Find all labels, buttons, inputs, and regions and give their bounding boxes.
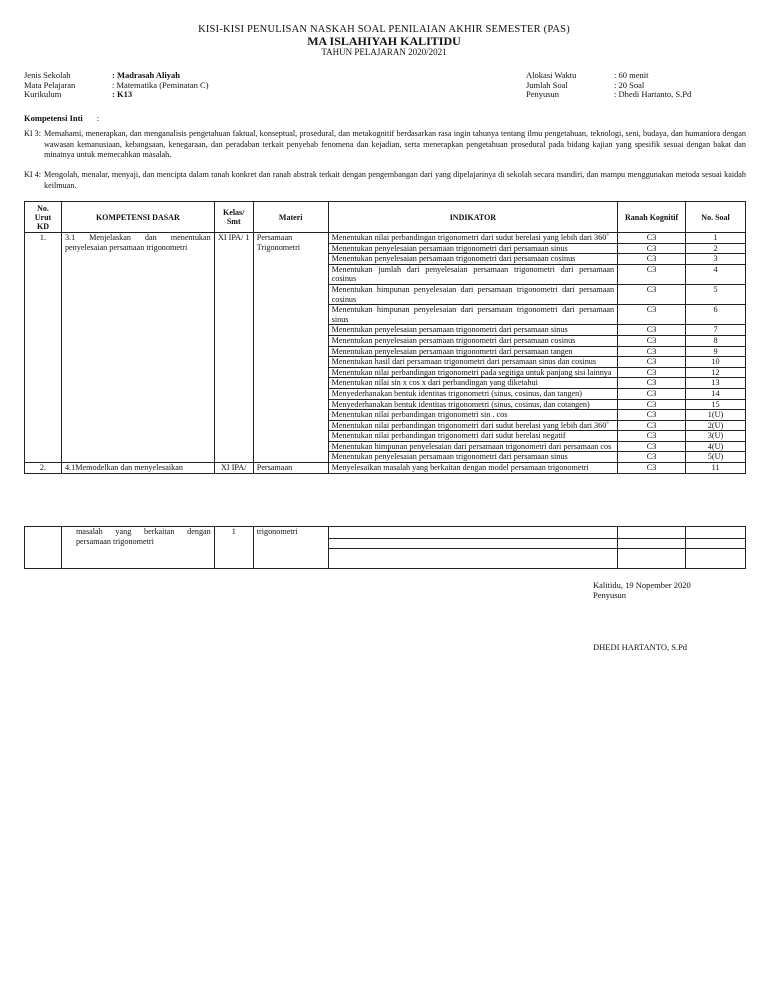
indikator-cell: Menentukan himpunan penyelesaian dari persamaan trigonometri dari persamaan cosinus [328,284,617,304]
signature-role: Penyusun [593,590,627,600]
meta-label: Alokasi Waktu [526,70,577,80]
cont-kd-cell: masalah yang berkaitan dengan persamaan trigonometri [61,527,214,569]
indikator-cell: Menentukan nilai perbandingan trigonometri dari sudut berelasi negatif [328,431,617,442]
soal-cell: 7 [686,325,746,336]
indikator-cell: Menentukan hasil dari persamaan trigonometri dari persamaan sinus dan cosinus [328,357,617,368]
indikator-cell: Menentukan himpunan penyelesaian dari persamaan trigonometri dari persamaan sinus [328,305,617,325]
indikator-cell: Menentukan penyelesaian persamaan trigonometri dari persamaan sinus [328,243,617,254]
meta-value: : 60 menit [614,70,649,80]
cont-indikator-cell [328,527,618,539]
soal-cell: 1(U) [686,410,746,421]
ranah-cell: C3 [618,431,686,442]
meta-label: Jenis Sekolah [24,70,71,80]
meta-value: : Matematika (Peminatan C) [112,79,209,90]
school-name: MA ISLAHIYAH KALITIDU [307,34,461,48]
soal-cell: 13 [686,378,746,389]
ranah-cell: C3 [618,284,686,304]
indikator-cell: Menentukan jumlah dari penyelesaian persamaan trigonometri dari persamaan cosinus [328,264,617,284]
indikator-cell: Menentukan nilai perbandingan trigonometri dari sudut berelasi yang lebih dari 360˚ [328,420,617,431]
ranah-cell: C3 [618,264,686,284]
header-indikator: INDIKATOR [328,202,617,233]
cont-soal-cell [686,527,746,539]
indikator-cell: Menentukan nilai perbandingan trigonometri pada segitiga untuk panjang sisi lainnya [328,367,617,378]
meta-label: Kurikulum [24,89,62,99]
indikator-cell: Menentukan penyelesaian persamaan trigonometri dari persamaan tangen [328,346,617,357]
ranah-cell: C3 [618,335,686,346]
ranah-cell: C3 [618,410,686,421]
soal-cell: 6 [686,305,746,325]
cont-ranah-cell [618,539,686,549]
table-row [25,233,746,244]
signature-place-date: Kalitidu, 19 Nopember 2020 [593,580,691,590]
academic-year: TAHUN PELAJARAN 2020/2021 [321,47,447,57]
cont-indikator-cell [328,539,618,549]
signature-block [593,580,691,600]
document-title: KISI-KISI PENULISAN NASKAH SOAL PENILAIAN AKHIR SEMESTER (PAS) [198,24,570,35]
indikator-cell: Menentukan penyelesaian persamaan trigonometri dari persamaan cosinus [328,254,617,265]
soal-cell: 1 [686,233,746,244]
indikator-cell: Menentukan penyelesaian persamaan trigonometri dari persamaan sinus [328,325,617,336]
soal-cell: 11 [686,463,746,474]
cont-ranah-cell [618,549,686,569]
soal-cell: 4(U) [686,441,746,452]
soal-cell: 2(U) [686,420,746,431]
soal-cell: 9 [686,346,746,357]
meta-value: : K13 [112,89,133,99]
header-ranah: Ranah Kognitif [618,202,686,233]
cont-no-cell [25,527,62,569]
soal-cell: 12 [686,367,746,378]
indikator-cell: Menentukan nilai perbandingan trigonometri sin . cos [328,410,617,421]
table-body [25,202,746,474]
ki4-paragraph [24,170,746,191]
continuation-table [24,526,746,569]
meta-value: : 20 Soal [614,79,645,90]
indikator-cell: Menentukan himpunan penyelesaian dari persamaan trigonometri dari persamaan cos [328,441,617,452]
meta-label: Penyusun [526,89,560,99]
meta-value: : Dhedi Hartanto, S.Pd [614,89,692,99]
ranah-cell: C3 [618,420,686,431]
cont-ranah-cell [618,527,686,539]
ranah-cell: C3 [618,399,686,410]
kd-materi-cell: Persamaan Trigonometri [253,233,328,463]
kd-text-cell: 4.1Memodelkan dan menyelesaikan [61,463,214,474]
soal-cell: 3 [686,254,746,265]
indikator-cell: Menentukan penyelesaian persamaan trigonometri dari persamaan cosinus [328,335,617,346]
indikator-cell: Menentukan penyelesaian persamaan trigonometri dari persamaan sinus [328,452,617,463]
header-soal: No. Soal [686,202,746,233]
kd-no-cell: 1. [25,233,62,463]
ranah-cell: C3 [618,357,686,368]
kd-text-cell: 3.1 Menjelaskan dan menentukan penyelesaian persamaan trigonometri [61,233,214,463]
soal-cell: 3(U) [686,431,746,442]
soal-cell: 2 [686,243,746,254]
kompetensi-inti-heading [24,113,99,123]
ki4-text: Mengolah, menalar, menyaji, dan mencipta dalam ranah konkret dan ranah abstrak terkait dengan pengembangan dari yang dipelajarinya di sekolah secara mandiri, dan mampu menggunakan metoda sesuai kaidah keilmuan. [44,170,746,190]
soal-cell: 5(U) [686,452,746,463]
indikator-cell: Menentukan nilai sin x cos x dari perbandingan yang diketahui [328,378,617,389]
kompetensi-inti-label: Kompetensi Inti [24,113,83,123]
indikator-cell: Menyederhanakan bentuk identitas trigonometri (sinus, cosinus, dan tangen) [328,388,617,399]
cont-indikator-cell [328,549,618,569]
cont-soal-cell [686,539,746,549]
continuation-row [25,527,746,539]
kd-kelas-cell: XI IPA/ 1 [214,233,253,463]
ki3-paragraph [24,129,746,161]
signature-name: DHEDI HARTANTO, S.Pd [593,642,688,652]
soal-cell: 4 [686,264,746,284]
ki3-label: KI 3: [24,129,42,138]
kd-kelas-cell: XI IPA/ [214,463,253,474]
ranah-cell: C3 [618,325,686,336]
meta-left [24,71,209,100]
ranah-cell: C3 [618,388,686,399]
ranah-cell: C3 [618,243,686,254]
kisi-kisi-table [24,201,746,474]
ranah-cell: C3 [618,254,686,265]
meta-label: Jumlah Soal [526,79,568,90]
header-materi: Materi [253,202,328,233]
header-no: No. Urut KD [25,202,62,233]
ranah-cell: C3 [618,305,686,325]
soal-cell: 10 [686,357,746,368]
ranah-cell: C3 [618,346,686,357]
meta-label: Mata Pelajaran [24,79,76,90]
ki3-text: Memahami, menerapkan, dan menganalisis pengetahuan faktual, konseptual, prosedural, dan metakognitif berdasarkan rasa ingin tahunya tentang ilmu pengetahuan, teknologi, seni, budaya, dan humaniora dengan wawasan kemanusiaan, kebangsaan, kenegaraan, dan peradaban terkait penyebab fenomena dan kejadian, serta menerapkan pengetahuan prosedural pada bidang kajian yang spesifik sesuai dengan bakat dan minatnya untuk memecahkan masalah. [44,129,746,159]
soal-cell: 15 [686,399,746,410]
kd-no-cell: 2. [25,463,62,474]
ranah-cell: C3 [618,233,686,244]
kd-materi-cell: Persamaan [253,463,328,474]
soal-cell: 14 [686,388,746,399]
ranah-cell: C3 [618,441,686,452]
ranah-cell: C3 [618,367,686,378]
soal-cell: 8 [686,335,746,346]
meta-value: : Madrasah Aliyah [112,70,181,80]
cont-kelas-cell: 1 [214,527,253,569]
ki4-label: KI 4: [24,170,42,179]
kompetensi-inti-colon: : [96,113,100,123]
ranah-cell: C3 [618,452,686,463]
soal-cell: 5 [686,284,746,304]
indikator-cell: Menyelesaikan masalah yang berkaitan dengan model persamaan trigonometri [328,463,617,474]
table-header-row [25,202,746,233]
meta-row-author [526,90,691,100]
ranah-cell: C3 [618,378,686,389]
meta-row-curriculum [24,90,209,100]
ranah-cell: C3 [618,463,686,474]
meta-right [526,71,691,100]
header-kd: KOMPETENSI DASAR [61,202,214,233]
cont-materi-cell: trigonometri [253,527,328,569]
cont-soal-cell [686,549,746,569]
table-row [25,463,746,474]
indikator-cell: Menentukan nilai perbandingan trigonometri dari sudut berelasi yang lebih dari 360˚ [328,233,617,244]
header-kelas: Kelas/ Smt [214,202,253,233]
indikator-cell: Menyederhanakan bentuk identitas trigonometri (sinus, cosinus, dan cotangen) [328,399,617,410]
